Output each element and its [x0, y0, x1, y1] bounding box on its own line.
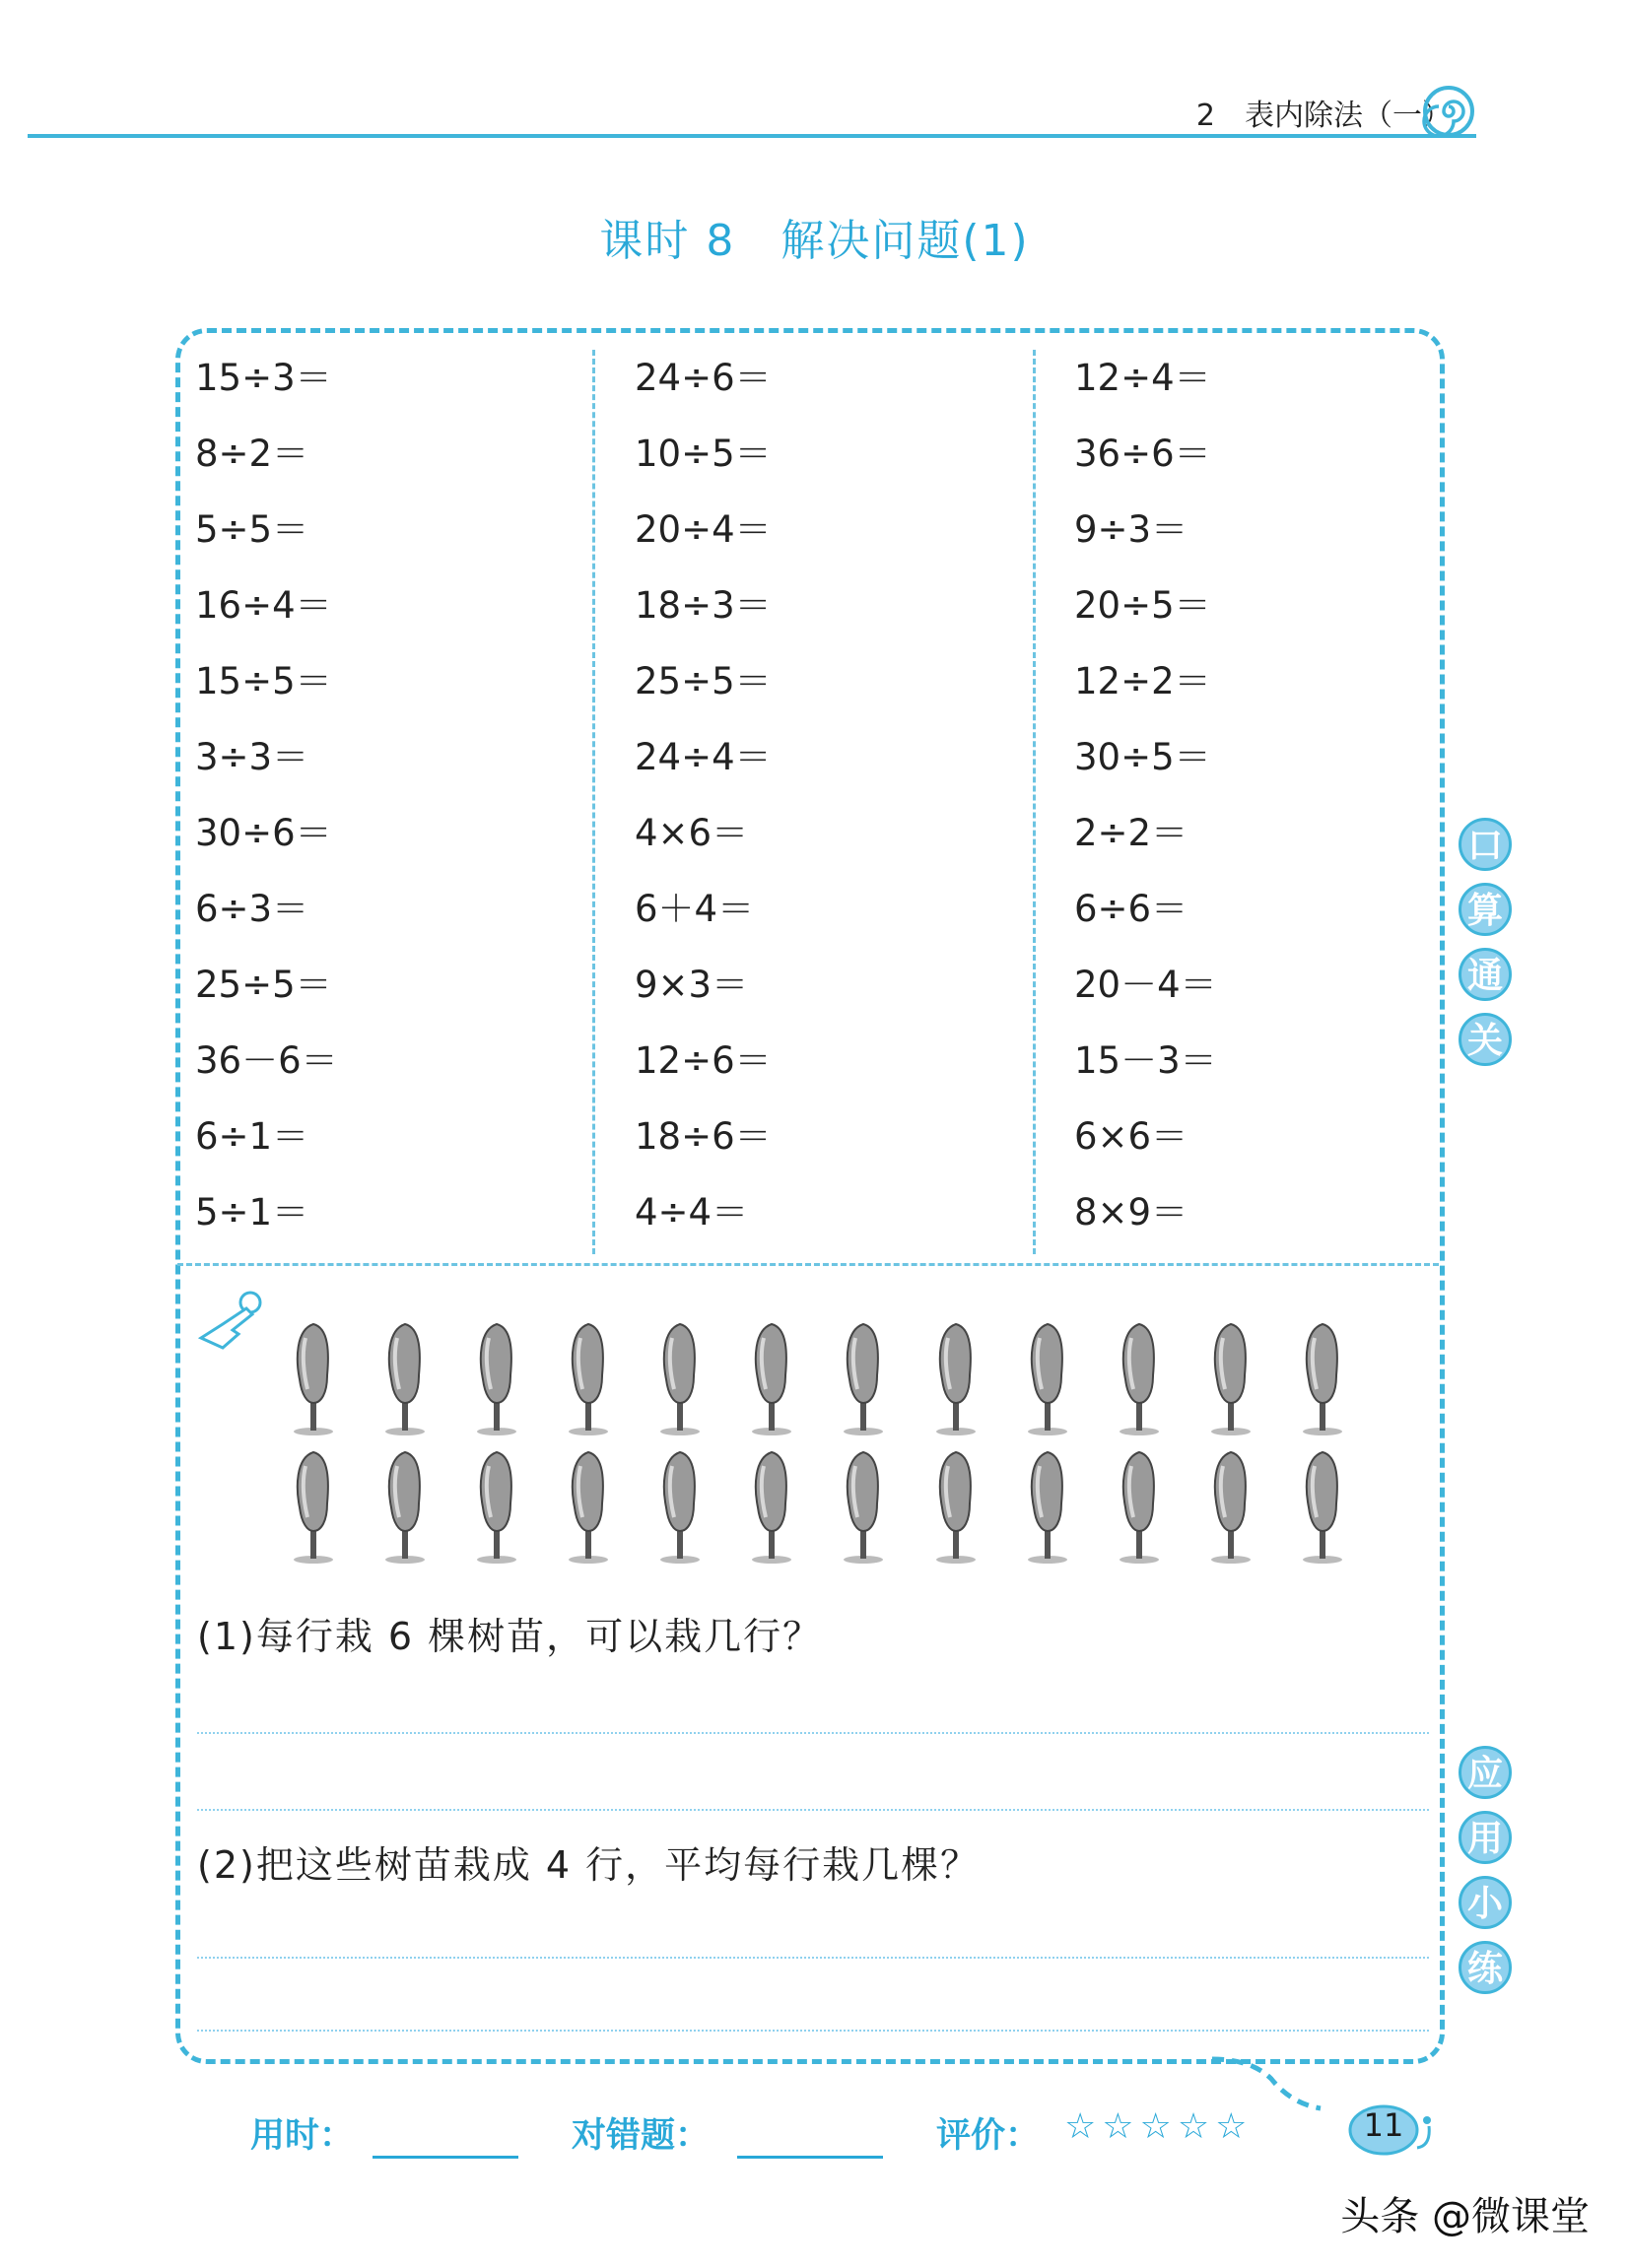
math-problem: 9÷3＝: [1074, 508, 1188, 551]
tree-row-1: [286, 1320, 1350, 1438]
sapling-icon: [1020, 1320, 1075, 1438]
sapling-icon: [377, 1320, 433, 1438]
question-2: (2)把这些树苗栽成 4 行，平均每行栽几棵？: [197, 1843, 981, 1887]
side-tag-apply: 用: [1459, 1811, 1512, 1864]
side-tag-oral: 通: [1459, 948, 1512, 1001]
math-problem: 8÷2＝: [195, 433, 309, 475]
sapling-icon: [469, 1448, 524, 1567]
math-problem: 15÷3＝: [195, 357, 332, 399]
sapling-icon: [1112, 1448, 1167, 1567]
side-tag-oral: 算: [1459, 883, 1512, 936]
time-blank[interactable]: [373, 2156, 518, 2159]
math-problem: 12÷2＝: [1074, 660, 1211, 702]
math-problem: 20－4＝: [1074, 964, 1217, 1006]
math-problem: 16÷4＝: [195, 584, 332, 627]
math-problem: 12÷6＝: [635, 1039, 772, 1082]
sapling-icon: [744, 1448, 799, 1567]
time-label: 用时：: [250, 2116, 355, 2156]
math-problem: 6＋4＝: [635, 888, 755, 930]
math-problem: 25÷5＝: [195, 964, 332, 1006]
math-problem: 30÷5＝: [1074, 736, 1211, 778]
math-problem: 9×3＝: [635, 964, 749, 1006]
math-problem: 20÷4＝: [635, 508, 772, 551]
watermark: 头条 @微课堂: [1340, 2194, 1590, 2239]
sapling-icon: [286, 1448, 341, 1567]
answer-line[interactable]: [197, 1957, 1429, 1959]
math-problem: 6÷6＝: [1074, 888, 1188, 930]
math-problem: 2÷2＝: [1074, 812, 1188, 854]
sapling-icon: [561, 1448, 616, 1567]
sapling-icon: [652, 1320, 708, 1438]
side-tag-apply: 小: [1459, 1876, 1512, 1929]
sapling-icon: [652, 1448, 708, 1567]
sapling-icon: [836, 1448, 891, 1567]
header-divider: [28, 134, 1476, 138]
hand-pointer-icon: [193, 1289, 272, 1358]
math-problem: 15÷5＝: [195, 660, 332, 702]
math-problem: 12÷4＝: [1074, 357, 1211, 399]
math-problem: 25÷5＝: [635, 660, 772, 702]
sapling-icon: [469, 1320, 524, 1438]
math-problem: 6÷3＝: [195, 888, 309, 930]
math-problem: 36÷6＝: [1074, 433, 1211, 475]
question-1: (1)每行栽 6 棵树苗，可以栽几行？: [197, 1615, 823, 1658]
math-problem: 30÷6＝: [195, 812, 332, 854]
sapling-icon: [836, 1320, 891, 1438]
lesson-title: 课时 8 解决问题(1): [599, 216, 1030, 266]
sapling-icon: [377, 1448, 433, 1567]
math-problem: 3÷3＝: [195, 736, 309, 778]
math-problem: 8×9＝: [1074, 1191, 1188, 1234]
sapling-icon: [1295, 1448, 1350, 1567]
errors-blank[interactable]: [737, 2156, 883, 2159]
side-tag-oral: 口: [1459, 818, 1512, 871]
sapling-icon: [1020, 1448, 1075, 1567]
rating-label: 评价：: [936, 2116, 1041, 2156]
sapling-icon: [928, 1320, 984, 1438]
chapter-title: 2 表内除法（一）: [1195, 99, 1452, 133]
errors-label: 对错题：: [572, 2116, 711, 2156]
math-problem: 24÷4＝: [635, 736, 772, 778]
math-problem: 6×6＝: [1074, 1115, 1188, 1158]
answer-line[interactable]: [197, 1732, 1429, 1734]
math-column-2: [635, 340, 1049, 1250]
side-tag-apply: 应: [1459, 1746, 1512, 1799]
math-problem: 24÷6＝: [635, 357, 772, 399]
spiral-icon: [1422, 85, 1475, 138]
math-problem: 10÷5＝: [635, 433, 772, 475]
answer-line[interactable]: [197, 1809, 1429, 1811]
math-problem: 36－6＝: [195, 1039, 338, 1082]
math-problem: 18÷3＝: [635, 584, 772, 627]
sapling-icon: [1295, 1320, 1350, 1438]
page-number: 11: [1363, 2106, 1404, 2144]
math-column-3: [1074, 340, 1488, 1250]
math-problem: 5÷1＝: [195, 1191, 309, 1234]
math-problem: 4÷4＝: [635, 1191, 749, 1234]
side-tag-apply: 练: [1459, 1941, 1512, 1994]
side-tag-oral: 关: [1459, 1013, 1512, 1066]
math-column-1: [195, 340, 609, 1250]
math-problem: 6÷1＝: [195, 1115, 309, 1158]
sapling-icon: [561, 1320, 616, 1438]
sapling-icon: [286, 1320, 341, 1438]
math-problem: 5÷5＝: [195, 508, 309, 551]
math-problem: 18÷6＝: [635, 1115, 772, 1158]
sapling-icon: [1203, 1448, 1258, 1567]
math-problem: 4×6＝: [635, 812, 749, 854]
tree-row-2: [286, 1448, 1350, 1567]
math-problem: 15－3＝: [1074, 1039, 1217, 1082]
answer-line[interactable]: [197, 2030, 1429, 2032]
rating-stars[interactable]: ☆☆☆☆☆: [1064, 2106, 1254, 2147]
sapling-icon: [928, 1448, 984, 1567]
sapling-icon: [1112, 1320, 1167, 1438]
sapling-icon: [744, 1320, 799, 1438]
sapling-icon: [1203, 1320, 1258, 1438]
math-problem: 20÷5＝: [1074, 584, 1211, 627]
section-divider: [177, 1263, 1439, 1266]
